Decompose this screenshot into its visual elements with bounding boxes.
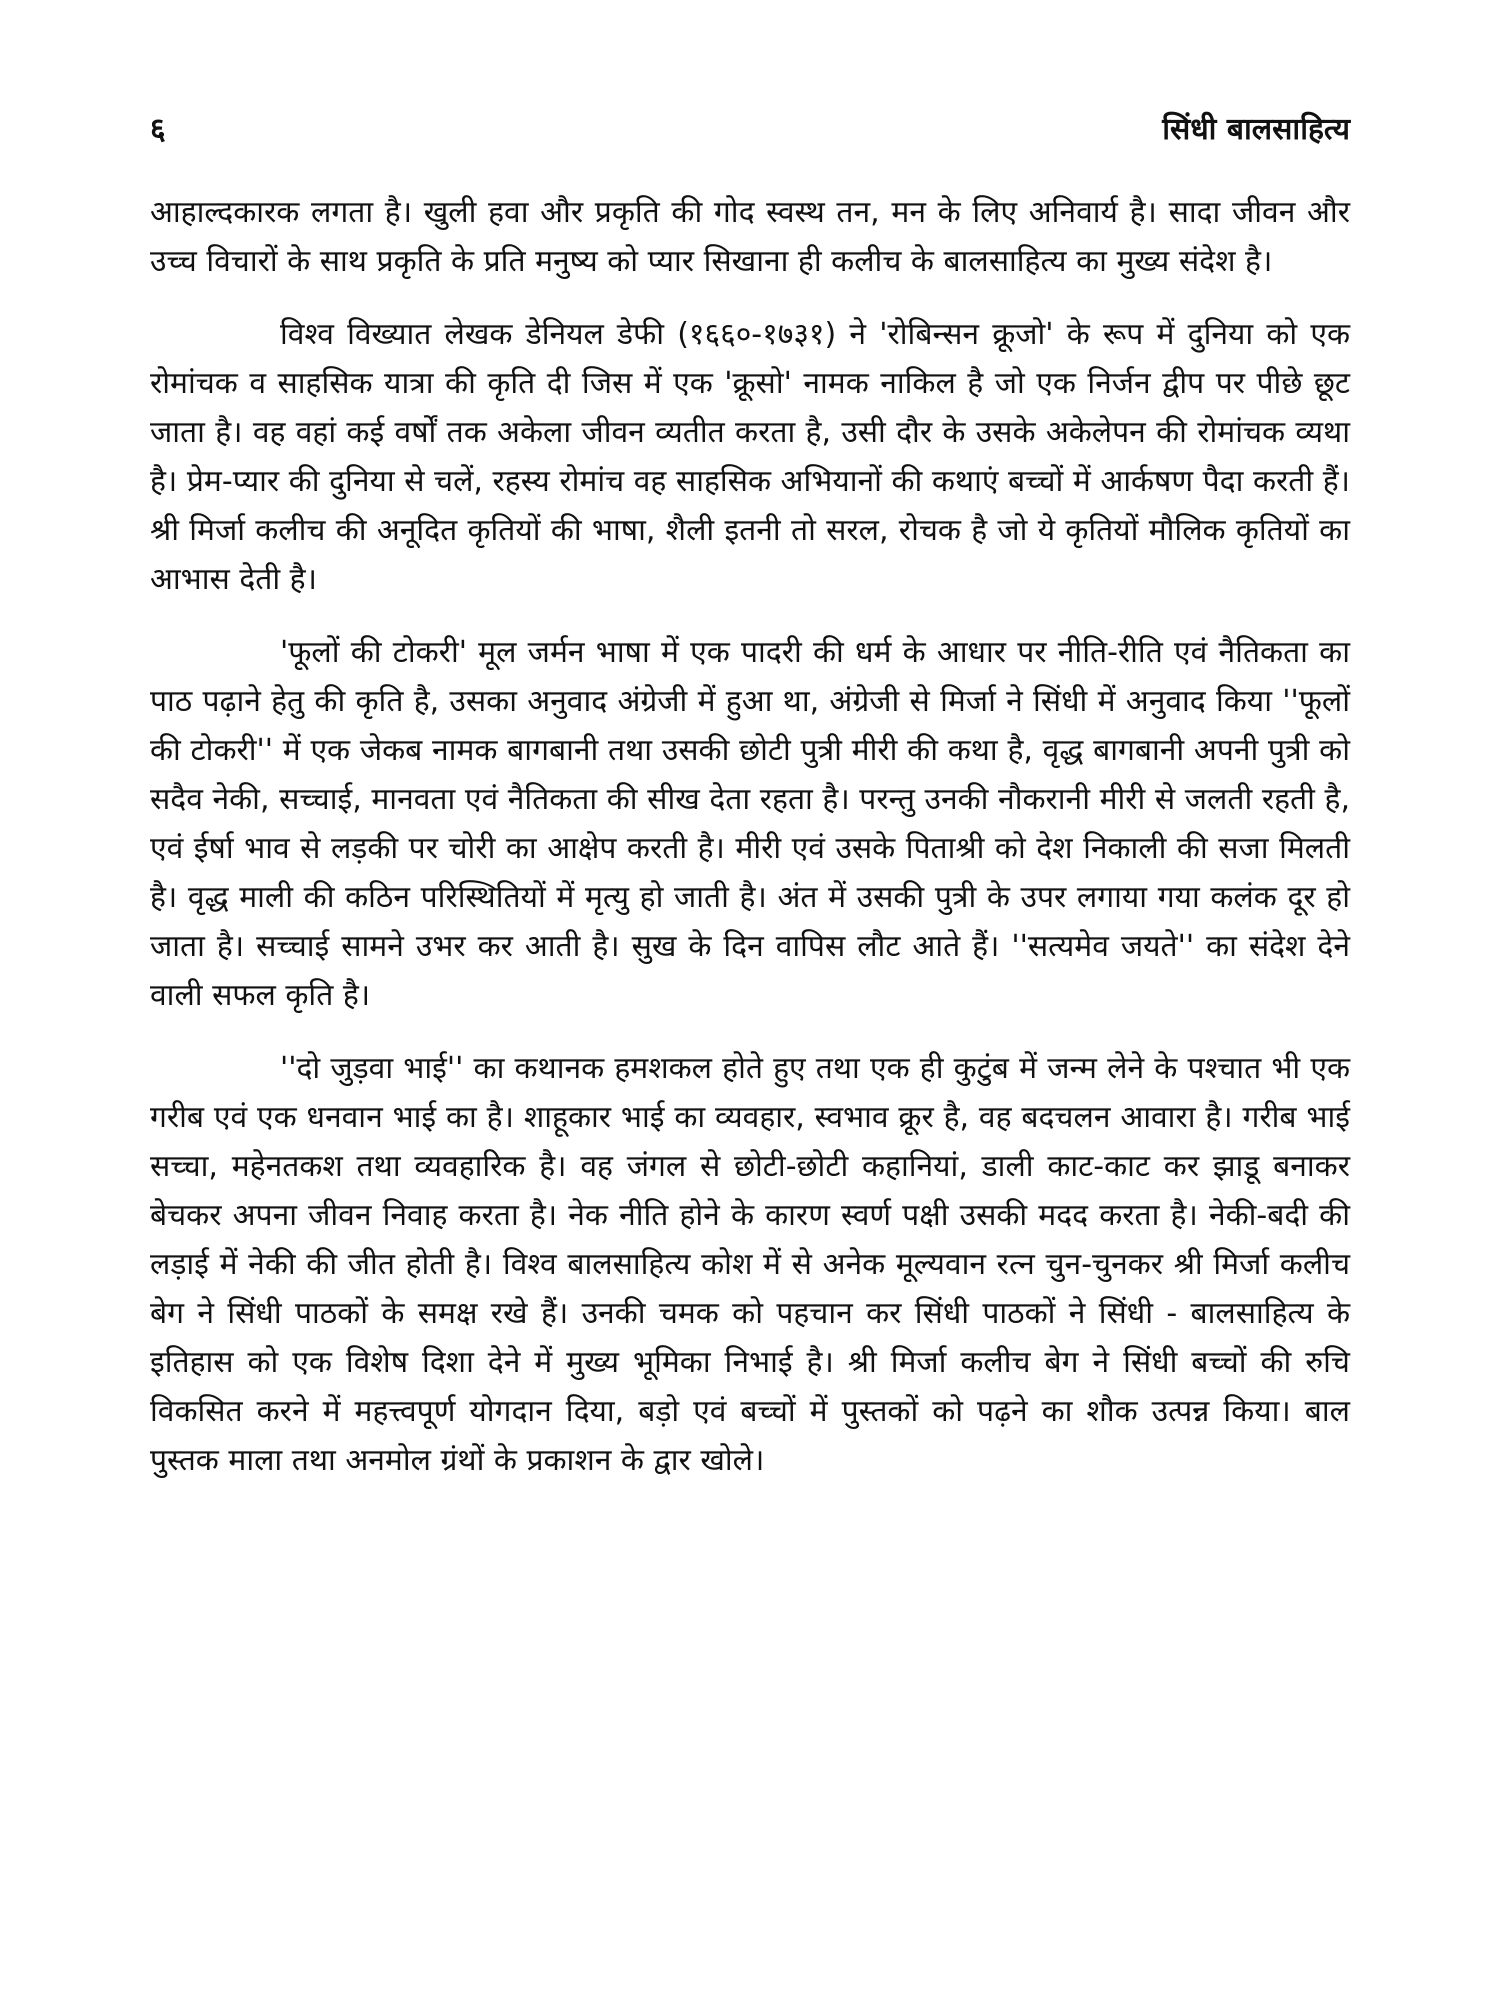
- paragraph-3: 'फूलों की टोकरी' मूल जर्मन भाषा में एक पादरी की धर्म के आधार पर नीति-रीति एवं नैतिकता का पाठ पढ़ाने हेतु की कृति है, उसका अनुवाद अंग्रेजी में हुआ था, अंग्रेजी से मिर्जा ने सिंधी में अनुवाद किया ''फूलों की टोकरी'' में एक जेकब नामक बागबानी तथा उसकी छोटी पुत्री मीरी की कथा है, वृद्ध बागबानी अपनी पुत्री को सदैव नेकी, सच्चाई, मानवता एवं नैतिकता की सीख देता रहता है। परन्तु उनकी नौकरानी मीरी से जलती रहती है, एवं ईर्षा भाव से लड़की पर चोरी का आक्षेप करती है। मीरी एवं उसके पिताश्री को देश निकाली की सजा मिलती है। वृद्ध माली की कठिन परिस्थितियों में मृत्यु हो जाती है। अंत में उसकी पुत्री के उपर लगाया गया कलंक दूर हो जाता है। सच्चाई सामने उभर कर आती है। सुख के दिन वापिस लौट आते हैं। ''सत्यमेव जयते'' का संदेश देने वाली सफल कृति है।: [150, 635, 1350, 1013]
- page-number: ६: [150, 112, 166, 147]
- running-title: सिंधी बालसाहित्य: [1162, 112, 1350, 147]
- running-header: [150, 108, 1350, 152]
- paragraph-4: ''दो जुड़वा भाई'' का कथानक हमशकल होते हुए तथा एक ही कुटुंब में जन्म लेने के पश्चात भी एक गरीब एवं एक धनवान भाई का है। शाहूकार भाई का व्यवहार, स्वभाव क्रूर है, वह बदचलन आवारा है। गरीब भाई सच्चा, महेनतकश तथा व्यवहारिक है। वह जंगल से छोटी-छोटी कहानियां, डाली काट-काट कर झाडू बनाकर बेचकर अपना जीवन निवाह करता है। नेक नीति होने के कारण स्वर्ण पक्षी उसकी मदद करता है। नेकी-बदी की लड़ाई में नेकी की जीत होती है। विश्व बालसाहित्य कोश में से अनेक मूल्यवान रत्न चुन-चुनकर श्री मिर्जा कलीच बेग ने सिंधी पाठकों के समक्ष रखे हैं। उनकी चमक को पहचान कर सिंधी पाठकों ने सिंधी - बालसाहित्य के इतिहास को एक विशेष दिशा देने में मुख्य भूमिका निभाई है। श्री मिर्जा कलीच बेग ने सिंधी बच्चों की रुचि विकसित करने में महत्त्वपूर्ण योगदान दिया, बड़ो एवं बच्चों में पुस्तकों को पढ़ने का शौक उत्पन्न किया। बाल पुस्तक माला तथा अनमोल ग्रंथों के प्रकाशन के द्वार खोले।: [150, 1051, 1350, 1478]
- paragraph-1: आहाल्दकारक लगता है। खुली हवा और प्रकृति की गोद स्वस्थ तन, मन के लिए अनिवार्य है। सादा जीवन और उच्च विचारों के साथ प्रकृति के प्रति मनुष्य को प्यार सिखाना ही कलीच के बालसाहित्य का मुख्य संदेश है।: [150, 195, 1350, 279]
- paragraph-2: विश्व विख्यात लेखक डेनियल डेफी (१६६०-१७३१) ने 'रोबिन्सन क्रूजो' के रूप में दुनिया को एक रोमांचक व साहसिक यात्रा की कृति दी जिस में एक 'क्रूसो' नामक नाकिल है जो एक निर्जन द्वीप पर पीछे छूट जाता है। वह वहां कई वर्षों तक अकेला जीवन व्यतीत करता है, उसी दौर के उसके अकेलेपन की रोमांचक व्यथा है। प्रेम-प्यार की दुनिया से चलें, रहस्य रोमांच वह साहसिक अभियानों की कथाएं बच्चों में आर्कषण पैदा करती हैं। श्री मिर्जा कलीच की अनूदित कृतियों की भाषा, शैली इतनी तो सरल, रोचक है जो ये कृतियों मौलिक कृतियों का आभास देती है।: [150, 317, 1350, 597]
- body-text: [150, 188, 1350, 1509]
